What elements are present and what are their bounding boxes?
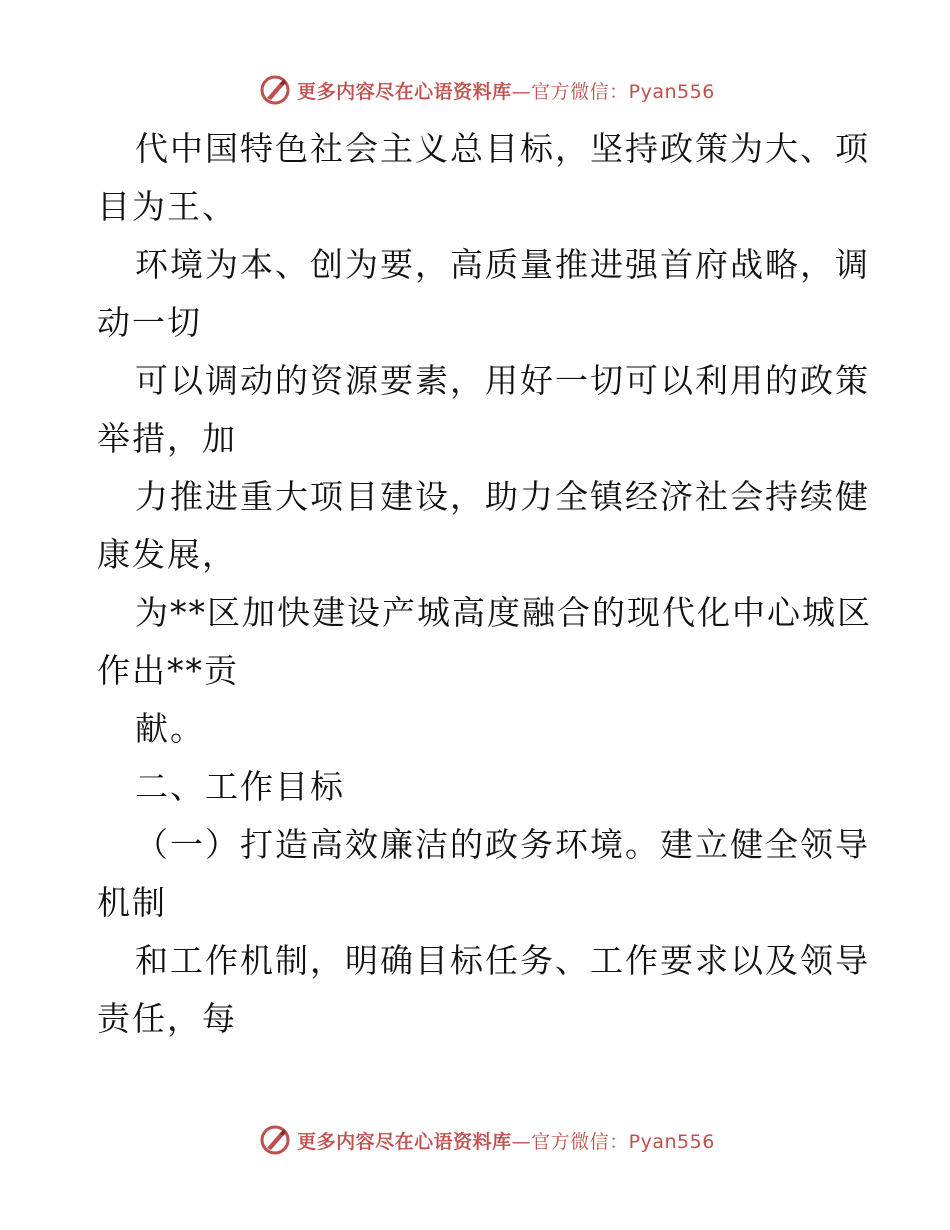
text-line: 可以调动的资源要素，用好一切可以利用的政策 — [135, 361, 870, 400]
watermark-sub-text: —官方微信：Pyan556 — [511, 1130, 715, 1153]
text-line: 二、工作目标 — [135, 767, 345, 806]
footer-watermark — [0, 1122, 950, 1158]
watermark-main-text: 更多内容尽在心语资料库 — [297, 1130, 512, 1153]
text-line: 力推进重大项目建设，助力全镇经济社会持续健 — [135, 477, 870, 516]
text-line: 机制 — [97, 883, 167, 922]
text-line: 康发展， — [97, 535, 237, 574]
text-line: 和工作机制，明确目标任务、工作要求以及领导 — [135, 941, 870, 980]
text-line: 代中国特色社会主义总目标，坚持政策为大、项 — [135, 129, 870, 168]
text-line: 环境为本、创为要，高质量推进强首府战略，调 — [135, 245, 870, 284]
text-line: 举措，加 — [97, 419, 237, 458]
pen-logo-icon — [259, 74, 291, 106]
document-body — [97, 120, 872, 1048]
text-line: 献。 — [135, 709, 205, 748]
text-line: 为**区加快建设产城高度融合的现代化中心城区 — [135, 593, 872, 632]
pen-logo-icon — [259, 1124, 291, 1156]
header-watermark — [0, 72, 950, 108]
text-line: 责任，每 — [97, 999, 237, 1038]
text-line: 作出**贡 — [97, 651, 239, 690]
watermark-main-text: 更多内容尽在心语资料库 — [297, 80, 512, 103]
text-line: （一）打造高效廉洁的政务环境。建立健全领导 — [135, 825, 870, 864]
text-line: 目为王、 — [97, 187, 237, 226]
text-line: 动一切 — [97, 303, 202, 342]
watermark-sub-text: —官方微信：Pyan556 — [511, 80, 715, 103]
